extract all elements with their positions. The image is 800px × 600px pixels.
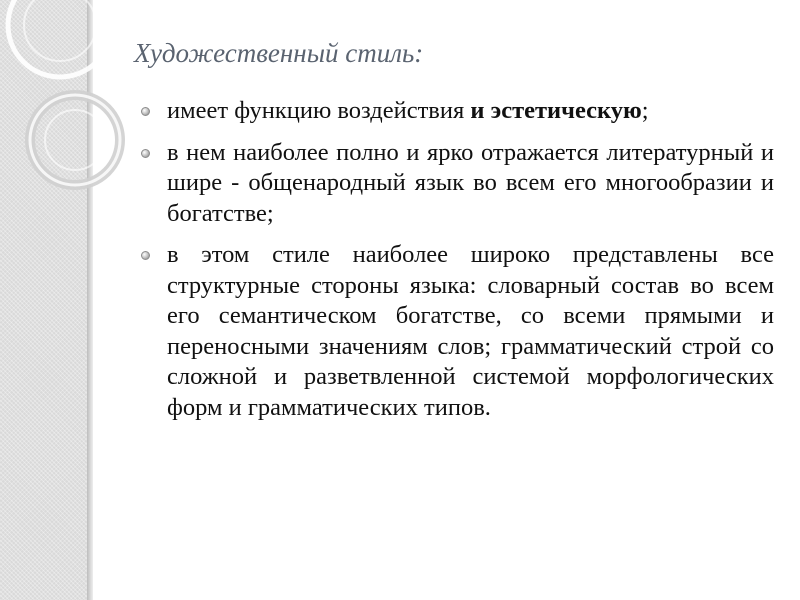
- bullet-item: [140, 240, 774, 423]
- bullet-text-aesthetic: и эстетическую: [470, 97, 642, 124]
- round-bullet-icon: [141, 107, 150, 116]
- slide-title: Художественный стиль:: [134, 38, 424, 68]
- bullet-text-punct: ;: [641, 97, 649, 124]
- bullet-list: [140, 96, 774, 434]
- bullet-text-structure: в этом стиле наиболее широко представлены все структурные стороны языка: словарный состав во всем его семантическом богатстве, со всеми прямыми и переносными значениям слов; грамматический строй со сложной и разветвленной системой морфологических форм и грамматических типов.: [167, 241, 774, 421]
- bullet-item: [140, 96, 774, 127]
- bullet-item: [140, 138, 774, 230]
- decorative-rings: [0, 0, 140, 260]
- round-bullet-icon: [141, 149, 150, 158]
- round-bullet-icon: [141, 251, 150, 260]
- bullet-text-language: в нем наиболее полно и ярко отражается литературный и шире - общенародный язык во всем его многообразии и богатстве;: [167, 138, 774, 227]
- bullet-text-function: имеет функцию воздействия: [167, 97, 471, 124]
